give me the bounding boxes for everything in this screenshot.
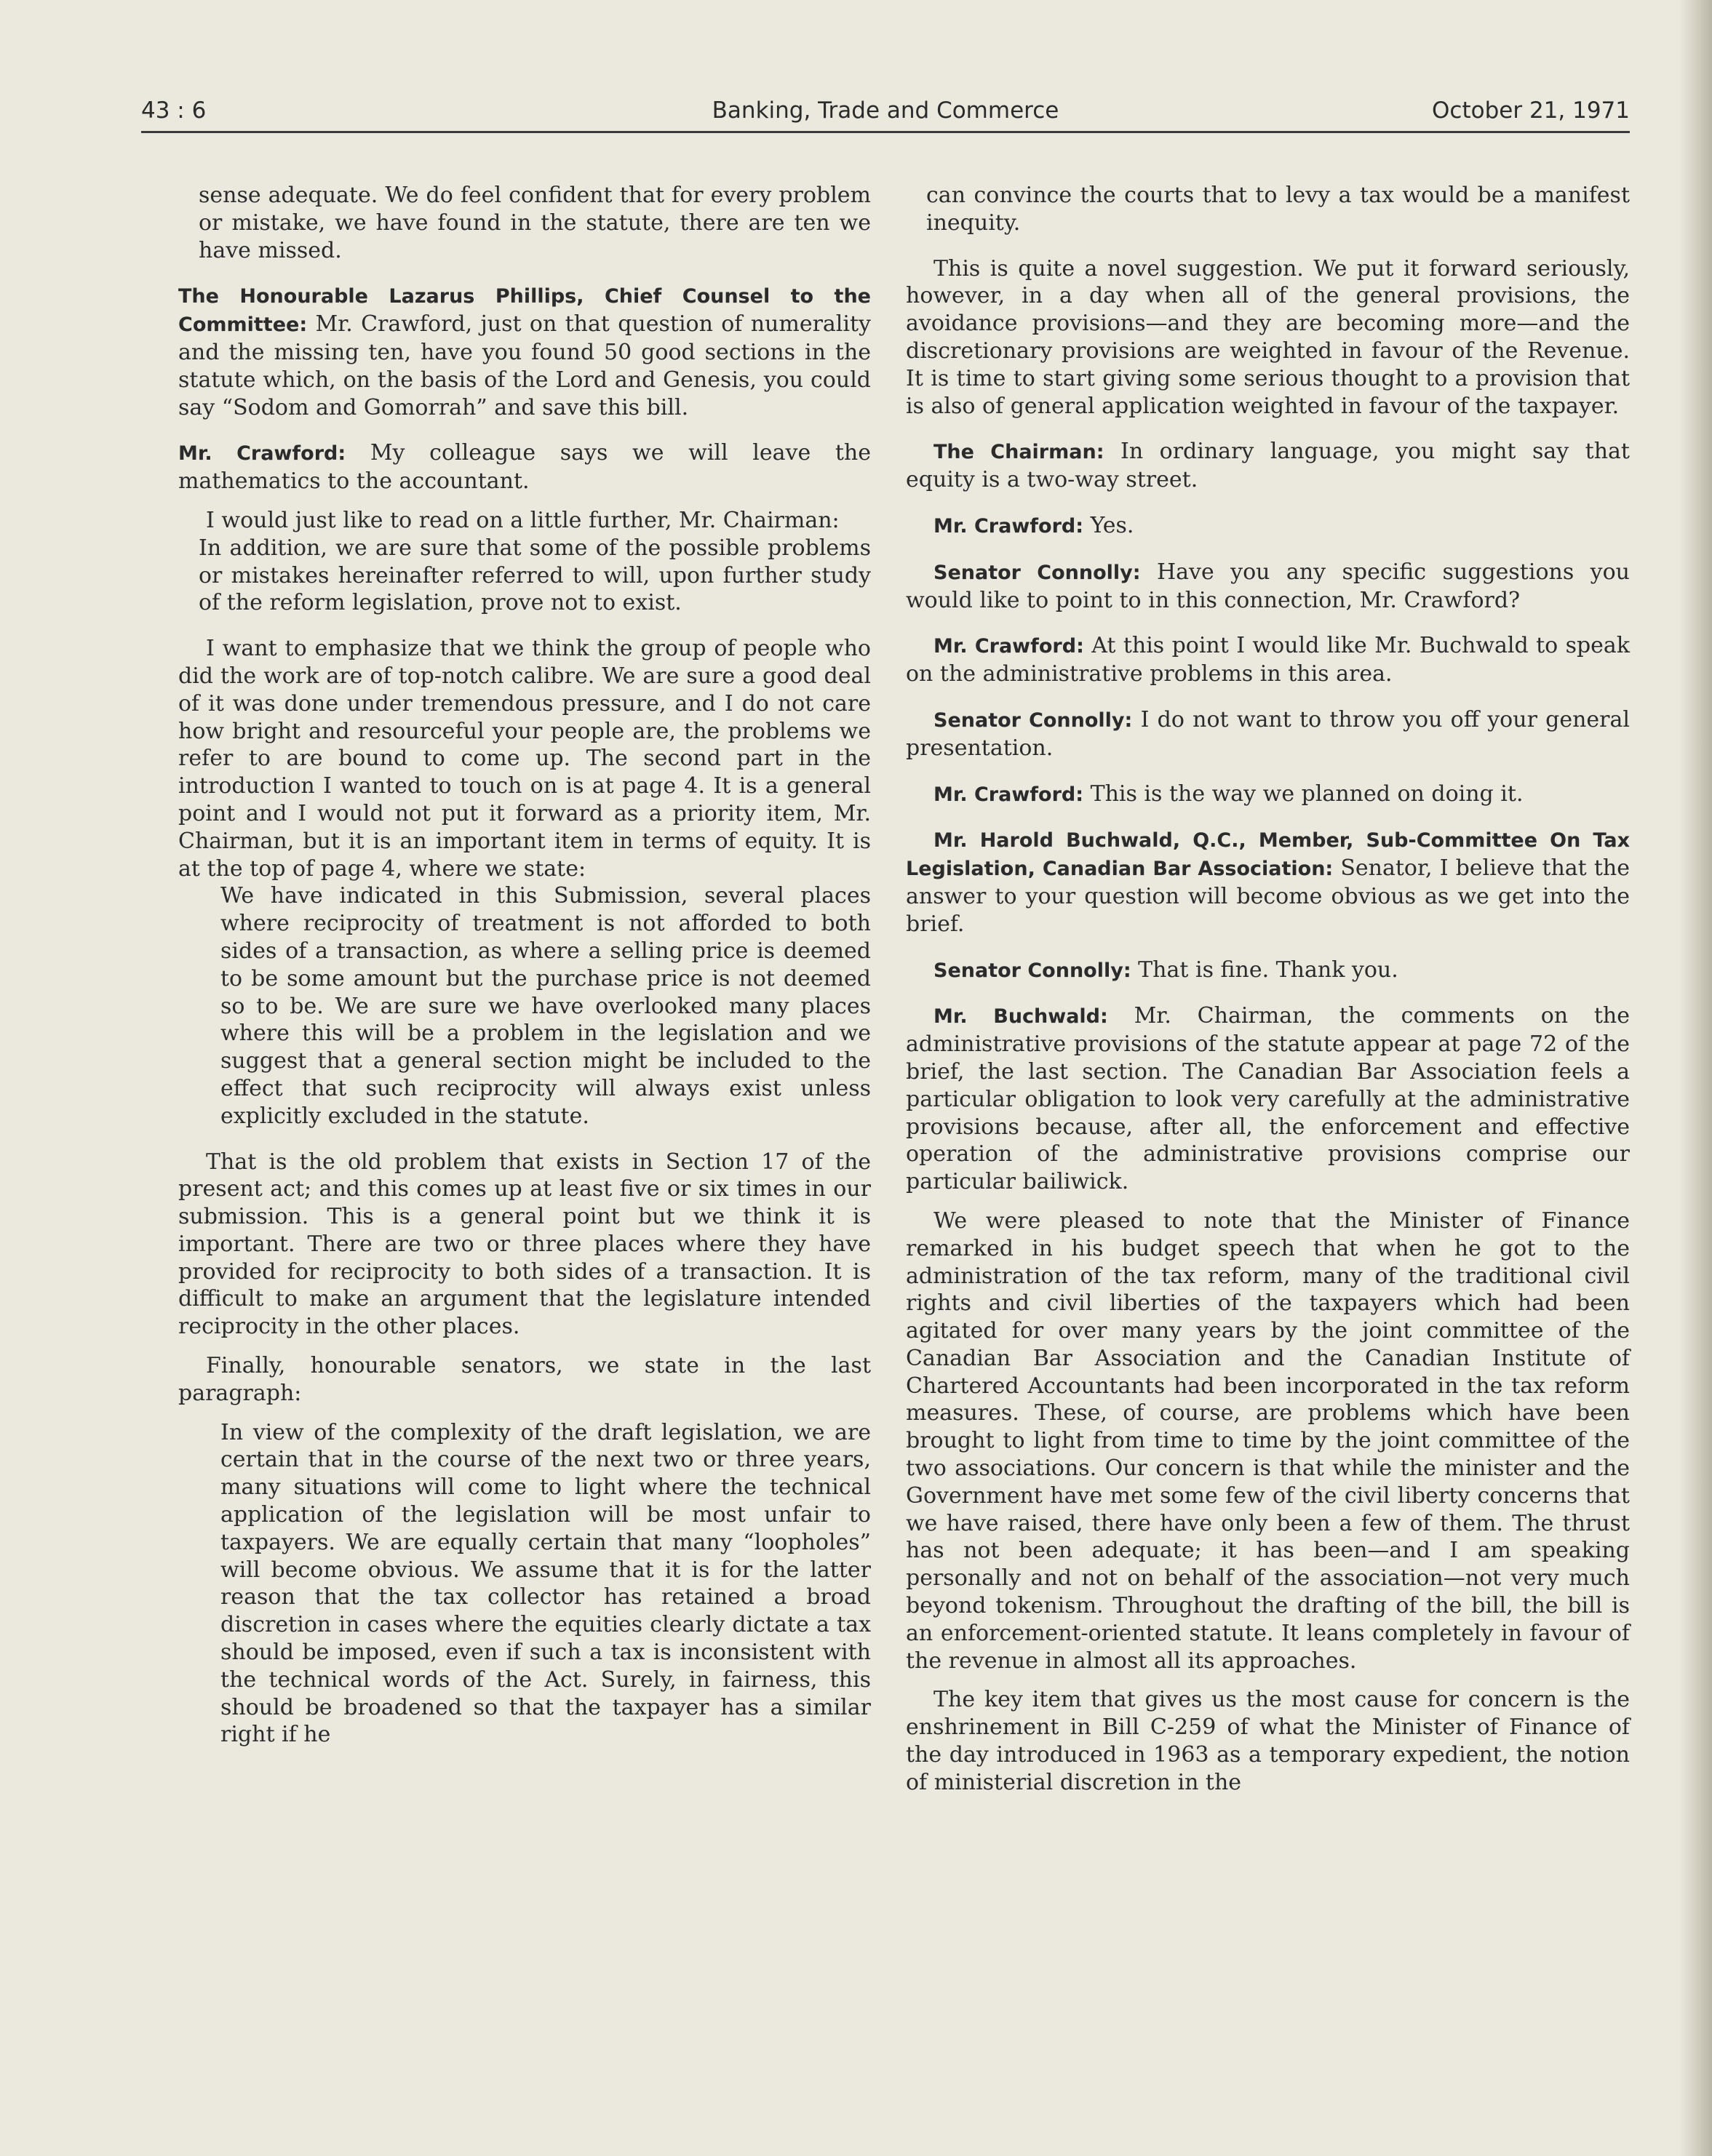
speech-paragraph: Mr. Harold Buchwald, Q.C., Member, Sub-Committee On Tax Legislation, Canadian Bar Association: Senator, I believe that the answer to your question will become obvious as we get into the brief. bbox=[906, 829, 1630, 937]
header-date: October 21, 1971 bbox=[1432, 97, 1630, 124]
speaker-name: Mr. Crawford: bbox=[933, 514, 1084, 538]
speaker-name: Senator Connolly: bbox=[933, 561, 1141, 584]
speaker-name: Mr. Crawford: bbox=[178, 442, 346, 466]
left-column bbox=[178, 182, 871, 1749]
speech-paragraph: Mr. Buchwald: Mr. Chairman, the comments on the administrative provisions of the statute appear at page 72 of the brief, the last section. The Canadian Bar Association feels a particular obligation to look very carefully at the administrative provisions because, after all, the enforcement and effective operation of the administrative provisions comprise our particular bailiwick. bbox=[906, 1003, 1631, 1195]
speaker-name: Senator Connolly: bbox=[933, 959, 1131, 982]
body-paragraph: Finally, honourable senators, we state in the last paragraph: bbox=[178, 1353, 871, 1406]
speech-paragraph: Senator Connolly: That is fine. Thank you. bbox=[933, 957, 1398, 983]
speaker-name: Mr. Buchwald: bbox=[933, 1005, 1108, 1029]
speech-paragraph: Mr. Crawford: Yes. bbox=[933, 512, 1134, 538]
body-paragraph: I would just like to read on a little further, Mr. Chairman: bbox=[206, 507, 840, 533]
body-paragraph: I want to emphasize that we think the group of people who did the work are of top-notch calibre. We are sure a good deal of it was done under tremendous pressure, and I do not care how bright and resourceful your people are, the problems we refer to are bound to come up. The second part in the introduction I wanted to touch on is at page 4. It is a general point and I would not put it forward as a priority item, Mr. Chairman, but it is an important item in terms of equity. It is at the top of page 4, where we state: bbox=[178, 636, 871, 882]
speech-paragraph: Mr. Crawford: At this point I would like Mr. Buchwald to speak on the administrative problems in this area. bbox=[906, 633, 1630, 687]
body-paragraph: That is the old problem that exists in Section 17 of the present act; and this comes up at least five or six times in our submission. This is a general point but we think it is important. There are two or three places where they have provided for reciprocity to both sides of a transaction. It is difficult to make an argument that the legislature intended reciprocity in the other places. bbox=[178, 1149, 871, 1340]
page-edge-shadow bbox=[1679, 0, 1712, 2156]
speech-paragraph: Senator Connolly: I do not want to throw you off your general presentation. bbox=[906, 706, 1630, 761]
speaker-name: Mr. Crawford: bbox=[933, 783, 1084, 806]
publication-title: Banking, Trade and Commerce bbox=[712, 97, 1059, 124]
speaker-name: Senator Connolly: bbox=[933, 708, 1133, 732]
quote-paragraph: can convince the courts that to levy a tax would be a manifest inequity. bbox=[926, 183, 1630, 236]
speaker-name: The Chairman: bbox=[933, 441, 1104, 464]
right-column bbox=[906, 182, 1630, 1797]
speech-paragraph: Mr. Crawford: My colleague says we will leave the mathematics to the accountant. bbox=[178, 440, 871, 495]
quote-paragraph: sense adequate. We do feel confident that for every problem or mistake, we have found in the statute, there are ten we have missed. bbox=[199, 183, 871, 263]
quote-paragraph: We have indicated in this Submission, several places where reciprocity of treatment is not afforded to both sides of a transaction, as where a selling price is deemed to be some amount but the purchase price is not deemed so to be. We are sure we have overlooked many places where this will be a problem in the legislation and we suggest that a general section might be included to the effect that such reciprocity will always exist unless explicitly excluded in the statute. bbox=[220, 883, 871, 1129]
body-paragraph: We were pleased to note that the Minister of Finance remarked in his budget speech that when he got to the administration of the tax reform, many of the traditional civil rights and civil liberties of the taxpayers which had been agitated for over many years by the joint committee of the Canadian Bar Association and the Canadian Institute of Chartered Accountants had been incorporated in the tax reform measures. These, of course, are problems which have been brought to light from time to time by the joint committee of the two associations. Our concern is that while the minister and the Government have met some few of the civil liberty concerns that we have raised, there have only been a few of them. The thrust has not been adequate; it has been—and I am speaking personally and not on behalf of the association—not very much beyond tokenism. Throughout the drafting of the bill, the bill is an enforcement-oriented statute. It leans completely in favour of the revenue in almost all its approaches. bbox=[906, 1207, 1630, 1674]
speaker-name: Mr. Crawford: bbox=[933, 635, 1084, 658]
speaker-name: Mr. Harold Buchwald, Q.C., Member, Sub-Committee On Tax Legislation, Canadian Bar Association: bbox=[906, 829, 1630, 881]
speech-paragraph: The Honourable Lazarus Phillips, Chief Counsel to the Committee: Mr. Crawford, just on that question of numerality and the missing ten, have you found 50 good sections in the statute which, on the basis of the Lord and Genesis, you could say “Sodom and Gomorrah” and save this bill. bbox=[178, 285, 871, 420]
page-number: 43 : 6 bbox=[141, 97, 207, 124]
speaker-name: The Honourable Lazarus Phillips, Chief Counsel to the Committee: bbox=[178, 285, 871, 337]
speech-paragraph: The Chairman: In ordinary language, you might say that equity is a two-way street. bbox=[906, 439, 1630, 493]
running-header bbox=[141, 97, 1630, 133]
quote-paragraph: In view of the complexity of the draft legislation, we are certain that in the course of the next two or three years, many situations will come to light where the technical application of the legislation will be most unfair to taxpayers. We are equally certain that many “loopholes” will become obvious. We assume that it is for the latter reason that the tax collector has retained a broad discretion in cases where the equities clearly dictate a tax should be imposed, even if such a tax is inconsistent with the technical words of the Act. Surely, in fairness, this should be broadened so that the taxpayer has a similar right if he bbox=[220, 1419, 871, 1748]
quote-paragraph: This is quite a novel suggestion. We put it forward seriously, however, in a day when all of the general provisions, the avoidance provisions—and they are becoming more—and the discretionary provisions are weighted in favour of the Revenue. It is time to start giving some serious thought to a provision that is also of general application weighted in favour of the taxpayer. bbox=[906, 255, 1630, 419]
speech-paragraph: Senator Connolly: Have you any specific suggestions you would like to point to in this connection, Mr. Crawford? bbox=[906, 559, 1630, 613]
body-paragraph: The key item that gives us the most cause for concern is the enshrinement in Bill C-259 of what the Minister of Finance of the day introduced in 1963 as a temporary expedient, the notion of ministerial discretion in the bbox=[906, 1687, 1630, 1795]
quote-paragraph: In addition, we are sure that some of the possible problems or mistakes hereinafter referred to will, upon further study of the reform legislation, prove not to exist. bbox=[199, 535, 871, 616]
speech-paragraph: Mr. Crawford: This is the way we planned on doing it. bbox=[933, 780, 1524, 807]
